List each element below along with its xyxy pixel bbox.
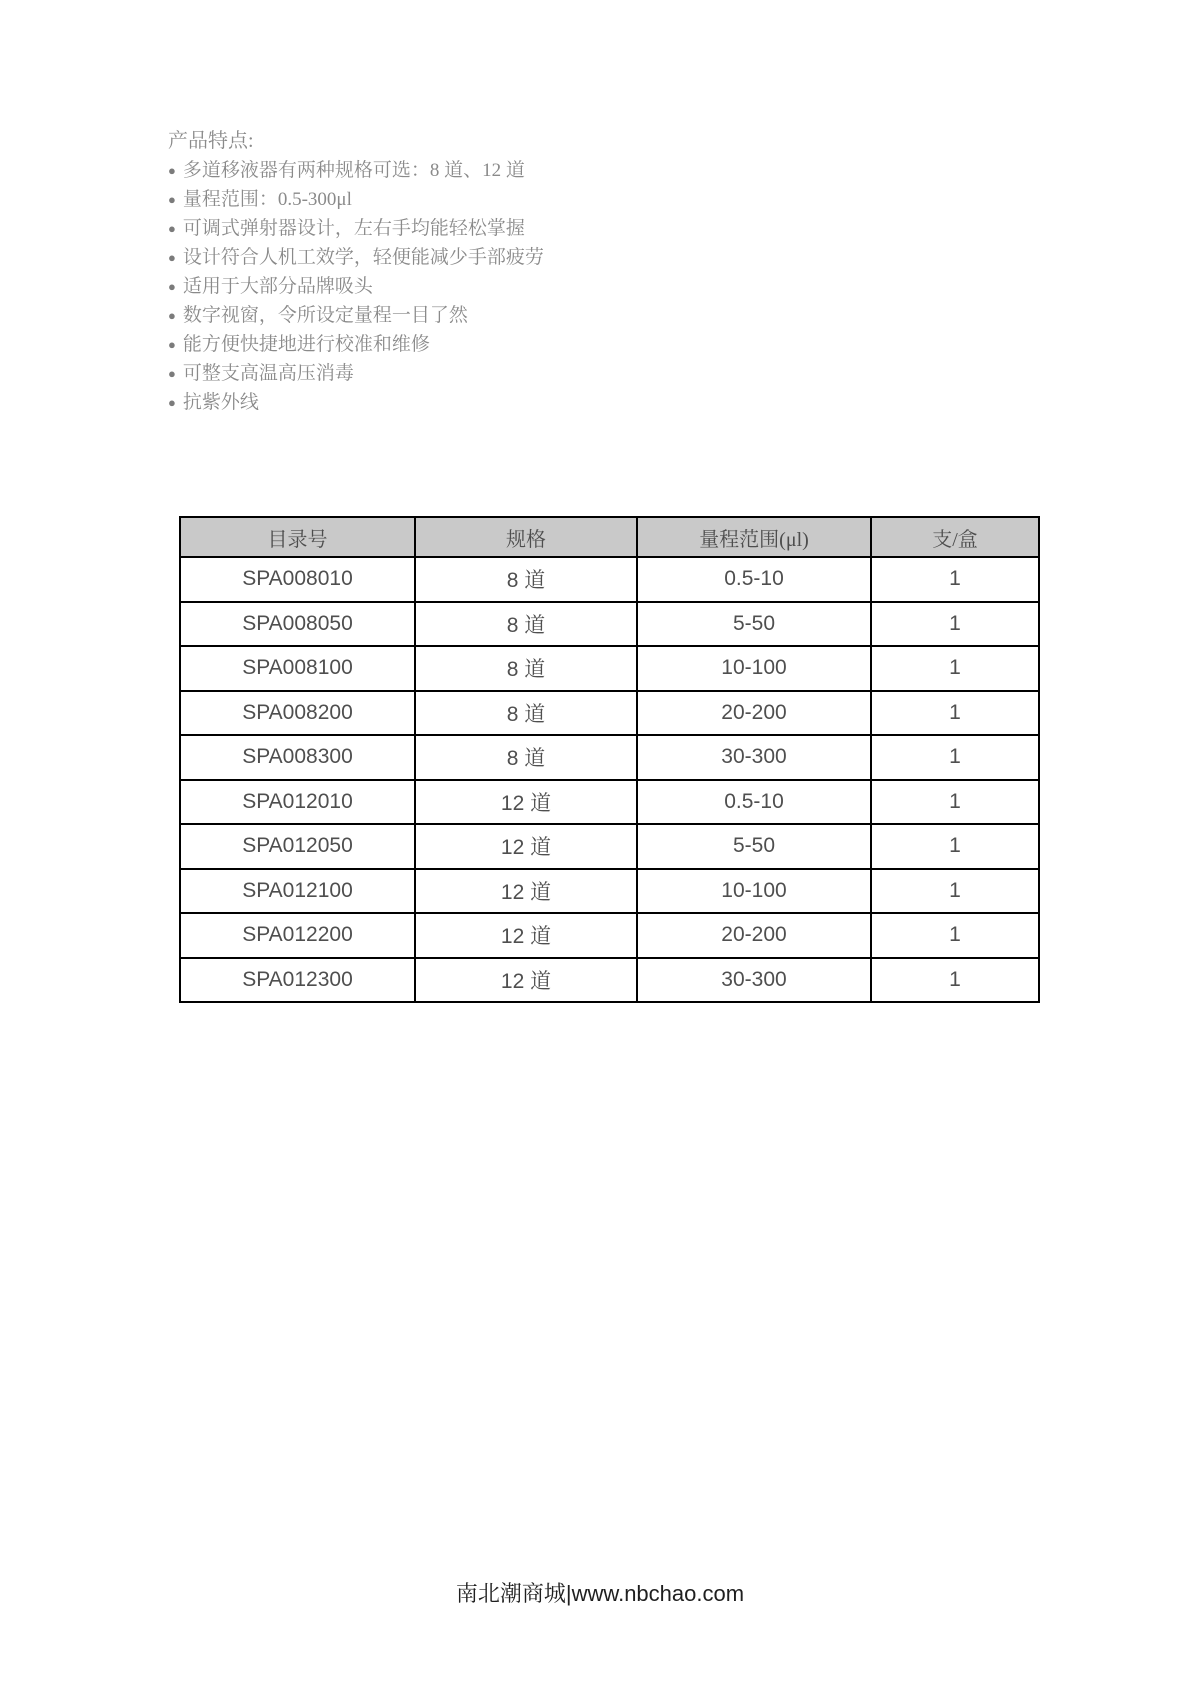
bullet-icon: ● xyxy=(168,366,176,381)
column-header-catalog: 目录号 xyxy=(180,517,415,557)
cell-spec: 8 道 xyxy=(415,691,637,736)
feature-item xyxy=(168,156,544,185)
feature-text: 适用于大部分品牌吸头 xyxy=(182,276,373,297)
table-header-row xyxy=(180,517,1039,557)
features-section xyxy=(168,126,544,417)
column-header-range: 量程范围(μl) xyxy=(637,517,871,557)
feature-text: 设计符合人机工效学，轻便能减少手部疲劳 xyxy=(182,247,544,268)
cell-catalog: SPA012200 xyxy=(180,913,415,958)
cell-range: 30-300 xyxy=(637,735,871,780)
bullet-icon: ● xyxy=(168,221,176,236)
product-table-section xyxy=(179,516,1040,1003)
cell-range: 20-200 xyxy=(637,691,871,736)
feature-item xyxy=(168,272,544,301)
bullet-icon: ● xyxy=(168,192,176,207)
cell-spec: 12 道 xyxy=(415,913,637,958)
feature-text: 可调式弹射器设计，左右手均能轻松掌握 xyxy=(182,218,525,239)
cell-range: 30-300 xyxy=(637,958,871,1003)
cell-qty: 1 xyxy=(871,913,1039,958)
cell-range: 0.5-10 xyxy=(637,780,871,825)
feature-text: 量程范围：0.5-300μl xyxy=(182,189,352,210)
bullet-icon: ● xyxy=(168,250,176,265)
cell-catalog: SPA008300 xyxy=(180,735,415,780)
feature-text: 抗紫外线 xyxy=(182,392,259,413)
cell-spec: 8 道 xyxy=(415,557,637,602)
bullet-icon: ● xyxy=(168,337,176,352)
feature-text: 可整支高温高压消毒 xyxy=(182,363,354,384)
feature-text: 数字视窗，令所设定量程一目了然 xyxy=(182,305,468,326)
feature-item xyxy=(168,330,544,359)
bullet-icon: ● xyxy=(168,163,176,178)
cell-qty: 1 xyxy=(871,958,1039,1003)
cell-qty: 1 xyxy=(871,646,1039,691)
feature-item xyxy=(168,388,544,417)
cell-range: 20-200 xyxy=(637,913,871,958)
bullet-icon: ● xyxy=(168,279,176,294)
table-row xyxy=(180,735,1039,780)
cell-spec: 8 道 xyxy=(415,646,637,691)
cell-catalog: SPA012050 xyxy=(180,824,415,869)
feature-text: 能方便快捷地进行校准和维修 xyxy=(182,334,430,355)
cell-qty: 1 xyxy=(871,557,1039,602)
cell-catalog: SPA012100 xyxy=(180,869,415,914)
table-row xyxy=(180,646,1039,691)
feature-item xyxy=(168,243,544,272)
cell-qty: 1 xyxy=(871,869,1039,914)
table-row xyxy=(180,913,1039,958)
table-row xyxy=(180,691,1039,736)
feature-text: 多道移液器有两种规格可选：8 道、12 道 xyxy=(182,160,525,181)
cell-range: 5-50 xyxy=(637,602,871,647)
features-title: 产品特点: xyxy=(168,130,254,152)
table-row xyxy=(180,869,1039,914)
feature-item xyxy=(168,185,544,214)
cell-range: 5-50 xyxy=(637,824,871,869)
table-row xyxy=(180,824,1039,869)
product-table xyxy=(179,516,1040,1003)
table-row xyxy=(180,780,1039,825)
feature-item xyxy=(168,359,544,388)
cell-range: 10-100 xyxy=(637,869,871,914)
table-row xyxy=(180,602,1039,647)
cell-qty: 1 xyxy=(871,780,1039,825)
cell-spec: 12 道 xyxy=(415,780,637,825)
table-row xyxy=(180,557,1039,602)
cell-qty: 1 xyxy=(871,824,1039,869)
bullet-icon: ● xyxy=(168,308,176,323)
feature-item xyxy=(168,301,544,330)
column-header-qty: 支/盒 xyxy=(871,517,1039,557)
cell-spec: 12 道 xyxy=(415,824,637,869)
feature-item xyxy=(168,214,544,243)
cell-qty: 1 xyxy=(871,691,1039,736)
column-header-spec: 规格 xyxy=(415,517,637,557)
cell-catalog: SPA008010 xyxy=(180,557,415,602)
cell-catalog: SPA008050 xyxy=(180,602,415,647)
cell-catalog: SPA008100 xyxy=(180,646,415,691)
cell-qty: 1 xyxy=(871,602,1039,647)
cell-catalog: SPA012010 xyxy=(180,780,415,825)
cell-range: 10-100 xyxy=(637,646,871,691)
cell-catalog: SPA008200 xyxy=(180,691,415,736)
cell-qty: 1 xyxy=(871,735,1039,780)
bullet-icon: ● xyxy=(168,395,176,410)
table-row xyxy=(180,958,1039,1003)
cell-range: 0.5-10 xyxy=(637,557,871,602)
cell-spec: 8 道 xyxy=(415,602,637,647)
cell-catalog: SPA012300 xyxy=(180,958,415,1003)
cell-spec: 12 道 xyxy=(415,958,637,1003)
footer-site-label: 南北潮商城|www.nbchao.com xyxy=(455,1581,745,1606)
cell-spec: 12 道 xyxy=(415,869,637,914)
cell-spec: 8 道 xyxy=(415,735,637,780)
